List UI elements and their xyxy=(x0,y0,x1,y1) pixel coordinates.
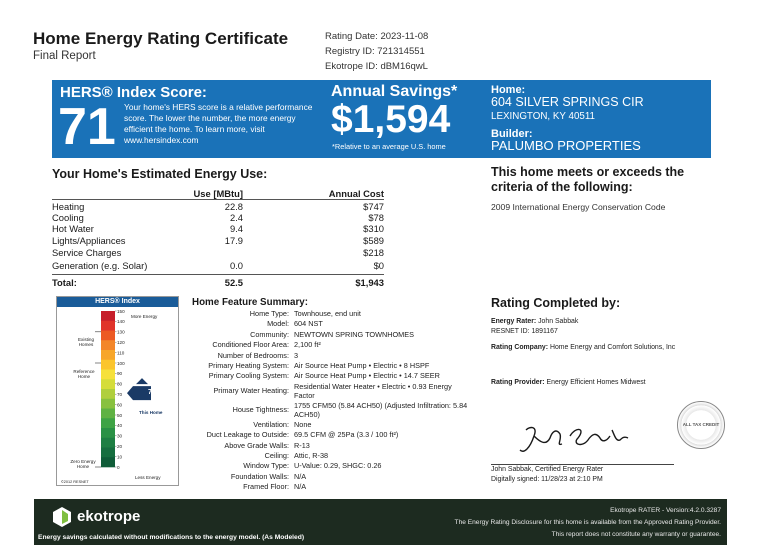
table-divider xyxy=(52,274,384,275)
more-energy-label: More Energy xyxy=(131,314,158,319)
total-label: Total: xyxy=(52,277,77,288)
row-cost: $78 xyxy=(368,212,384,223)
feature-label: Primary Heating System: xyxy=(208,361,289,370)
zero-energy-label: Zero Energy Home xyxy=(70,459,96,469)
row-cost: $310 xyxy=(363,223,384,234)
total-cost: $1,943 xyxy=(355,277,384,288)
rater-name: John Sabbak xyxy=(538,318,579,325)
home-address: 604 SILVER SPRINGS CIR xyxy=(491,95,644,109)
row-name: Lights/Appliances xyxy=(52,235,126,246)
builder-label: Builder: xyxy=(491,128,533,140)
feature-label: Conditioned Floor Area: xyxy=(212,340,289,350)
scale-tick-label: 10 xyxy=(117,454,123,460)
feature-value: Townhouse, end unit xyxy=(294,309,361,318)
savings-value: $1,594 xyxy=(331,98,451,141)
col-use-header: Use [MBtu] xyxy=(193,188,243,199)
total-row xyxy=(52,277,384,289)
scale-footer: ©2012 RESNET xyxy=(61,480,89,484)
provider-label: Rating Provider: xyxy=(491,379,545,386)
table-row xyxy=(52,235,384,247)
scale-segment xyxy=(101,340,115,350)
scale-tick-label: 30 xyxy=(117,433,123,439)
feature-label: Number of Bedrooms: xyxy=(217,350,289,360)
signature-name: John Sabbak, Certified Energy Rater xyxy=(491,466,604,473)
this-home-label: This Home xyxy=(139,410,163,415)
report-type: Final Report xyxy=(33,50,96,62)
feature-value: Air Source Heat Pump • Electric • 8 HSPF xyxy=(294,361,430,370)
hers-index-scale xyxy=(56,296,179,486)
feature-value: None xyxy=(294,419,312,429)
table-row xyxy=(52,247,384,259)
row-use: 9.4 xyxy=(229,223,243,234)
feature-value: N/A xyxy=(294,471,307,481)
energy-use-title: Your Home's Estimated Energy Use: xyxy=(52,167,268,181)
row-name: Service Charges xyxy=(52,247,122,258)
scale-tick-label: 110 xyxy=(117,350,125,356)
rater-label: Energy Rater: xyxy=(491,318,537,325)
criteria-title: This home meets or exceeds the criteria of the following: xyxy=(491,165,685,194)
row-use: 0.0 xyxy=(229,260,243,271)
scale-tick-label: 120 xyxy=(117,340,125,345)
scale-segment xyxy=(101,370,115,380)
hers-label: HERS® Index Score: xyxy=(60,84,207,101)
rating-company xyxy=(491,344,675,351)
feature-label: Framed Floor: xyxy=(243,482,289,492)
feature-label: Ventilation: xyxy=(253,419,289,429)
resnet-id: RESNET ID: 1891167 xyxy=(491,328,558,335)
scale-segment xyxy=(101,389,115,399)
feature-label: Above Grade Walls: xyxy=(224,440,289,450)
scale-tick-label: 100 xyxy=(117,360,125,366)
rating-completed-title: Rating Completed by: xyxy=(491,296,621,310)
scale-tick-label: 20 xyxy=(117,444,123,449)
scale-tick-label: 40 xyxy=(117,423,123,429)
feature-label: Community: xyxy=(250,329,289,339)
criteria-item: 2009 International Energy Conservation Code xyxy=(491,202,666,212)
scale-segment xyxy=(101,438,115,448)
feature-value: R-13 xyxy=(294,440,310,450)
feature-label: Foundation Walls: xyxy=(230,471,289,481)
feature-value: N/A xyxy=(294,482,307,492)
home-city: LEXINGTON, KY 40511 xyxy=(491,111,596,122)
row-name: Generation (e.g. Solar) xyxy=(52,260,148,271)
feature-label: Duct Leakage to Outside: xyxy=(206,430,289,440)
provider-name: Energy Efficient Homes Midwest xyxy=(546,379,646,386)
table-row xyxy=(52,223,384,235)
rater-signature xyxy=(516,420,634,460)
registry-id: Registry ID: 721314551 xyxy=(325,46,425,57)
row-cost: $218 xyxy=(363,247,384,258)
rater-version: Ekotrope RATER - Version:4.2.0.3287 xyxy=(610,507,721,514)
warranty-note: This report does not constitute any warranty or guarantee. xyxy=(551,531,721,538)
feature-value: 1755 CFM50 (5.84 ACH50) (Adjusted Infiltration: 5.84 ACH50) xyxy=(294,400,468,419)
row-cost: $747 xyxy=(363,201,384,212)
row-name: Hot Water xyxy=(52,223,94,234)
hers-description: Your home's HERS score is a relative performance score. The lower the number, the more energy efficient the home. To learn more, visit www.hersindex.com xyxy=(124,102,313,145)
feature-label: Ceiling: xyxy=(264,451,289,460)
feature-value: 2,100 ft² xyxy=(294,340,321,350)
signature-line xyxy=(491,464,674,465)
row-cost: $0 xyxy=(373,260,384,271)
rating-date: Rating Date: 2023-11-08 xyxy=(325,31,429,42)
col-cost-header: Annual Cost xyxy=(328,188,384,199)
feature-summary-list xyxy=(186,309,486,499)
scale-segment xyxy=(101,311,115,321)
scale-segment xyxy=(101,379,115,389)
scale-tick-label: 150 xyxy=(117,308,125,314)
savings-note: *Relative to an average U.S. home xyxy=(332,142,446,151)
total-use: 52.5 xyxy=(224,277,243,288)
this-home-score: 71 xyxy=(148,389,156,397)
feature-label: Primary Water Heating: xyxy=(213,385,289,395)
seal-text: ALL TAX CREDIT xyxy=(682,422,720,427)
row-cost: $589 xyxy=(363,235,384,246)
feature-value: 604 NST xyxy=(294,319,323,329)
home-label: Home: xyxy=(491,84,526,96)
feature-label: Home Type: xyxy=(249,309,289,318)
hers-score: 71 xyxy=(58,98,116,156)
scale-segment xyxy=(101,350,115,360)
less-energy-label: Less Energy xyxy=(135,475,161,480)
feature-label: Primary Cooling System: xyxy=(208,371,289,381)
feature-label: House Tightness: xyxy=(232,404,289,414)
scale-segment xyxy=(101,321,115,331)
row-use: 17.9 xyxy=(224,235,243,246)
company-label: Rating Company: xyxy=(491,344,549,351)
rating-provider xyxy=(491,379,646,386)
row-use: 22.8 xyxy=(224,201,243,212)
scale-tick-label: 50 xyxy=(117,412,123,418)
signed-date: Digitally signed: 11/28/23 at 2:10 PM xyxy=(491,476,603,483)
scale-segment xyxy=(101,428,115,438)
feature-value: Air Source Heat Pump • Electric • 14.7 SEER xyxy=(294,371,440,381)
row-name: Cooling xyxy=(52,212,84,223)
row-use: 2.4 xyxy=(229,212,243,223)
feature-summary-title: Home Feature Summary: xyxy=(192,297,308,308)
feature-value: Attic, R-38 xyxy=(294,451,329,460)
scale-tick-label: 0 xyxy=(117,464,120,470)
feature-value: U-Value: 0.29, SHGC: 0.26 xyxy=(294,461,382,471)
scale-tick-label: 140 xyxy=(117,319,125,325)
scale-segment xyxy=(101,457,115,467)
scale-segment xyxy=(101,399,115,409)
feature-value: 3 xyxy=(294,350,299,360)
ekotrope-logo-icon xyxy=(52,506,72,528)
energy-rater xyxy=(491,318,578,325)
scale-tick-label: 130 xyxy=(117,329,125,335)
feature-value: NEWTOWN SPRING TOWNHOMES xyxy=(294,329,414,339)
ekotrope-logo-text: ekotrope xyxy=(77,508,141,525)
scale-segment xyxy=(101,331,115,341)
table-divider xyxy=(52,199,384,200)
feature-value: Residential Water Heater • Electric • 0.93 Energy Factor xyxy=(294,381,452,400)
feature-label: Window Type: xyxy=(243,461,289,471)
feature-label: Model: xyxy=(267,319,289,329)
builder-name: PALUMBO PROPERTIES xyxy=(491,138,641,153)
scale-tick-label: 70 xyxy=(117,392,123,397)
house-icon xyxy=(136,378,148,384)
certification-seal xyxy=(677,401,725,449)
certificate-title: Home Energy Rating Certificate xyxy=(33,29,289,48)
row-name: Heating xyxy=(52,201,85,212)
scale-tick-label: 60 xyxy=(117,402,123,408)
savings-label: Annual Savings* xyxy=(331,83,458,100)
scale-segment xyxy=(101,409,115,419)
footer-bar xyxy=(34,499,727,545)
feature-value: 69.5 CFM @ 25Pa (3.3 / 100 ft²) xyxy=(294,430,399,440)
scale-segment xyxy=(101,418,115,428)
reference-home-label: Reference Home xyxy=(73,369,95,379)
scale-segment xyxy=(101,360,115,370)
disclosure-note: The Energy Rating Disclosure for this home is available from the Approved Rating Provider. xyxy=(454,519,721,526)
scale-title: HERS® Index xyxy=(57,297,178,307)
company-name: Home Energy and Comfort Solutions, Inc xyxy=(549,344,676,351)
modeled-note: Energy savings calculated without modifications to the energy model. (As Modeled) xyxy=(38,534,305,541)
score-band xyxy=(52,80,711,158)
ekotrope-id: Ekotrope ID: dBM16qwL xyxy=(325,61,428,72)
scale-tick-label: 90 xyxy=(117,371,123,377)
scale-segment xyxy=(101,448,115,458)
scale-tick-label: 80 xyxy=(117,381,123,387)
existing-homes-label: Existing Homes xyxy=(77,337,95,347)
table-row xyxy=(52,260,384,272)
